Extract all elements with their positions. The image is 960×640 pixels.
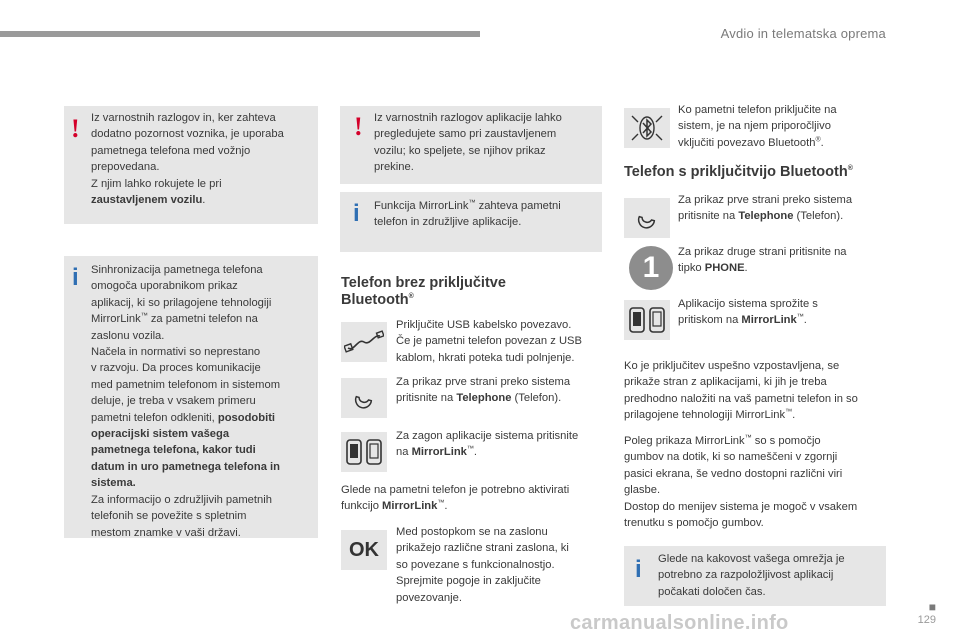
heading-text: Bluetooth <box>341 292 409 308</box>
heading-line <box>341 292 601 309</box>
text-line: Sprejmite pogoje in zaključite <box>396 575 541 588</box>
text-line: Priključite USB kabelsko povezavo. <box>396 319 572 331</box>
text-line: v razvoju. Da proces komunikacije <box>91 362 261 375</box>
text-line: zaslonu vozila. <box>91 329 165 342</box>
text-part: . <box>820 136 824 149</box>
text-part: . <box>473 446 477 459</box>
info-box <box>64 256 318 538</box>
text-line: Ko je priključitev uspešno vzpostavljena, se <box>624 360 840 372</box>
text-line: prekine. <box>374 161 414 174</box>
text-line <box>624 407 904 423</box>
bold-text: PHONE <box>704 262 745 275</box>
text-line <box>678 260 898 276</box>
info-box <box>624 546 886 606</box>
bold-text: sistema. <box>91 477 136 490</box>
text-line: med pametnim telefonom in sistemom <box>91 378 281 391</box>
text-line: aplikacij, ki so prilagojene tehnologiji <box>91 296 272 309</box>
bold-text: pametnega telefona, kakor tudi <box>91 444 256 457</box>
trademark: ™ <box>468 199 476 207</box>
text-part: Funkcija MirrorLink <box>374 200 469 212</box>
text-line: prepovedana. <box>91 161 160 174</box>
text-line: Dostop do menijev sistema je mogoč v vsakem <box>624 500 858 513</box>
paragraph <box>624 433 904 531</box>
text-line: Ko pametni telefon priključite na <box>678 104 837 116</box>
text-line: Glede na pametni telefon je potrebno aktivirati <box>341 484 570 496</box>
warning-box <box>64 106 318 224</box>
text-end: . <box>202 194 206 207</box>
text-line: pregledujete samo pri zaustavljenem <box>374 128 557 141</box>
text-line: Za prikaz prve strani preko sistema <box>396 376 571 388</box>
trademark: ™ <box>140 312 148 320</box>
chapter-badge: 1 <box>629 246 673 290</box>
text-line: sistem, je na njem priporočljivo <box>678 120 831 133</box>
text-line: Iz varnostnih razlogov aplikacije lahko <box>374 112 562 124</box>
text-part: zahteva pametni <box>475 200 561 212</box>
bold-text: datum in uro pametnega telefona in <box>91 460 280 473</box>
text-line <box>91 475 315 491</box>
text-line <box>624 433 904 449</box>
text-line <box>341 498 606 514</box>
text-line: omogoča uporabnikom prikaz <box>91 280 238 293</box>
text-line: Z njim lahko rokujete le pri <box>91 177 222 190</box>
bold-text: MirrorLink <box>382 500 438 513</box>
text-part: . <box>792 409 796 422</box>
text-part: pritisnite na <box>396 392 457 405</box>
text-line: vozilu; ko speljete, se njihov prikaz <box>374 144 546 157</box>
text-part: za pametni telefon na <box>147 313 258 326</box>
text-line: mestom znamke v vaši državi. <box>91 526 241 539</box>
text-part: (Telefon). <box>793 210 844 223</box>
text-part: prilagojene tehnologiji MirrorLink <box>624 409 786 422</box>
text-line: glasbe. <box>624 484 661 497</box>
text-line: Za informacijo o združljivih pametnih <box>91 493 272 506</box>
text-line: trenutku s pomočjo gumbov. <box>624 517 764 530</box>
text-line <box>91 192 313 208</box>
ok-label: OK <box>349 538 379 561</box>
warning-box <box>340 106 602 184</box>
text-line <box>396 390 606 406</box>
phone-icon <box>341 378 387 418</box>
info-icon: i <box>635 556 642 583</box>
registered-mark: ® <box>815 136 821 144</box>
text-line: so povezane s funkcionalnostjo. <box>396 558 555 571</box>
text-line: Aplikacijo sistema sprožite s <box>678 298 818 310</box>
registered-mark: ® <box>847 165 853 173</box>
bluetooth-icon <box>624 108 670 148</box>
trademark: ™ <box>785 408 793 416</box>
registered-mark: ® <box>408 293 414 301</box>
section-heading <box>341 275 601 309</box>
bold-text: operacijski sistem vašega <box>91 428 230 441</box>
text-line: potrebno za razpoložljivost aplikacij <box>658 569 834 582</box>
text-line: Za prikaz prve strani preko sistema <box>678 194 853 206</box>
ok-button-icon <box>341 530 387 570</box>
mirrorlink-icon <box>341 432 387 472</box>
mirrorlink-icon <box>624 300 670 340</box>
warning-icon: ! <box>354 112 363 141</box>
bold-text: posodobiti <box>217 411 276 424</box>
text-part: tipko <box>678 262 705 275</box>
text-line: prikaže stran z aplikacijami, ki jih je treba <box>624 376 827 389</box>
text-line <box>91 311 315 327</box>
section-title: Avdio in telematska oprema <box>720 26 886 41</box>
text-line <box>678 135 898 151</box>
text-line: kablom, hkrati poteka tudi polnjenje. <box>396 351 575 364</box>
text-line: Iz varnostnih razlogov in, ker zahteva <box>91 112 276 124</box>
text-line: telefonih se povežite s spletnim <box>91 510 247 523</box>
text-part: . <box>803 314 807 327</box>
text-part: na <box>396 446 412 459</box>
usb-cable-icon <box>341 322 387 362</box>
header-bar <box>0 31 480 37</box>
trademark: ™ <box>744 434 752 442</box>
paragraph <box>341 482 606 515</box>
bold-text: zaustavljenem vozilu <box>91 194 203 207</box>
text-line <box>91 459 315 475</box>
watermark: carmanualsonline.info <box>570 612 789 634</box>
step-text <box>396 524 606 606</box>
text-line: počakati določen čas. <box>658 585 766 598</box>
text-line: telefon in združljive aplikacije. <box>374 216 522 229</box>
text-part: MirrorLink <box>91 313 141 326</box>
bluetooth-text <box>678 102 898 151</box>
info-icon: i <box>72 264 79 291</box>
text-part: . <box>744 262 748 275</box>
page-number: 129 <box>917 614 936 626</box>
text-line <box>374 198 600 214</box>
text-line: gumbov na dotik, ki so nameščeni v zgornji <box>624 451 838 464</box>
step-text <box>396 317 606 366</box>
heading-line: Telefon brez priključitve <box>341 275 506 291</box>
trademark: ™ <box>466 445 474 453</box>
text-line: Med postopkom se na zaslonu <box>396 526 548 538</box>
step-text <box>396 374 606 407</box>
text-part: Poleg prikaza MirrorLink <box>624 435 745 447</box>
warning-icon: ! <box>71 114 80 143</box>
step-text <box>678 192 898 225</box>
paragraph <box>624 358 904 424</box>
text-line: Načela in normativi so neprestano <box>91 346 261 359</box>
text-line: predhodno naložiti na vaš pametni telefon in so <box>624 392 858 405</box>
text-part: vključiti povezavo Bluetooth <box>678 136 816 149</box>
bold-text: MirrorLink <box>741 314 797 327</box>
bold-text: Telephone <box>738 210 794 223</box>
text-line <box>678 312 898 328</box>
text-part: (Telefon). <box>511 392 562 405</box>
heading-text: Telefon s priključitvijo Bluetooth <box>624 164 848 180</box>
text-line: Če je pametni telefon povezan z USB <box>396 335 582 348</box>
text-part: . <box>444 500 448 513</box>
step-text <box>678 244 898 277</box>
info-icon: i <box>353 200 360 227</box>
text-line: pametnega telefona med vožnjo <box>91 144 251 157</box>
section-heading <box>624 164 914 181</box>
text-part: so s pomočjo <box>751 435 821 447</box>
text-part: pritisnite na <box>678 210 739 223</box>
step-text <box>396 428 606 461</box>
trademark: ™ <box>796 313 804 321</box>
text-line: pasici ekrana, še vedno dostopni različni viri <box>624 467 843 480</box>
text-line: povezovanje. <box>396 591 462 604</box>
info-box <box>340 192 602 252</box>
bold-text: Telephone <box>456 392 512 405</box>
trademark: ™ <box>437 499 445 507</box>
text-line: prikažejo različne strani zaslona, ki <box>396 542 569 555</box>
text-line <box>91 410 315 426</box>
text-line: deluje, je treba v vsakem primeru <box>91 395 256 408</box>
text-line: Za prikaz druge strani pritisnite na <box>678 246 847 258</box>
phone-icon <box>624 198 670 238</box>
text-line: Za zagon aplikacije sistema pritisnite <box>396 430 579 442</box>
text-line: Glede na kakovost vašega omrežja je <box>658 553 845 565</box>
text-part: pritiskom na <box>678 314 742 327</box>
page-marker: ■ <box>928 600 936 614</box>
text-line: dodatno pozornost voznika, je uporaba <box>91 128 284 141</box>
bold-text: MirrorLink <box>411 446 467 459</box>
text-part: pametni telefon odkleniti, <box>91 411 218 424</box>
text-line <box>396 444 606 460</box>
text-line <box>91 442 315 458</box>
step-text <box>678 296 898 329</box>
text-line: Sinhronizacija pametnega telefona <box>91 264 263 276</box>
text-line <box>678 208 898 224</box>
text-line <box>91 426 315 442</box>
text-part: funkcijo <box>341 500 383 513</box>
